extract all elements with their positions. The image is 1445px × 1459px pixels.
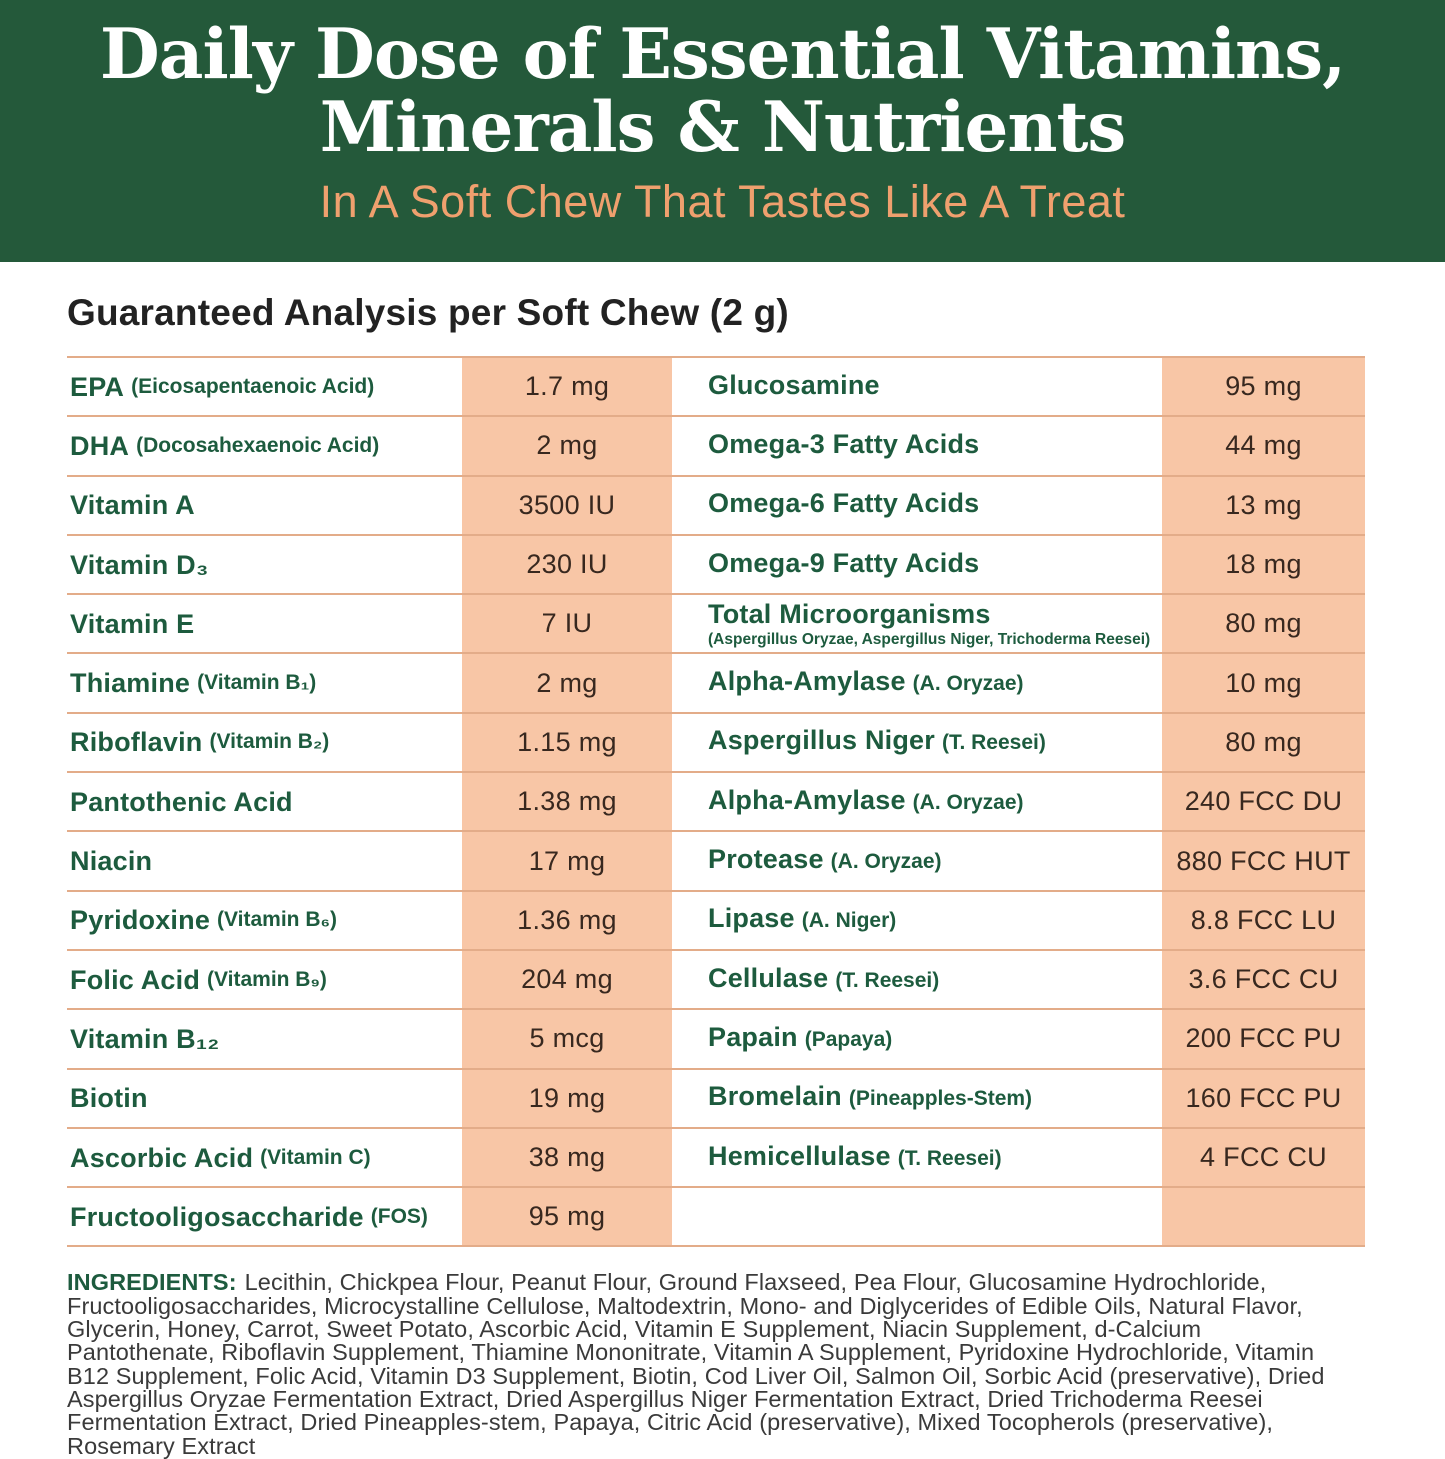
page-title-line1: Daily Dose of Essential Vitamins,: [99, 14, 1346, 95]
nutrient-name: Omega-6 Fatty Acids: [708, 488, 980, 519]
nutrient-value: 38 mg: [528, 1142, 606, 1172]
nutrient-name-cell: [672, 654, 1162, 711]
nutrient-value-cell: [1162, 832, 1365, 889]
nutrient-value-cell: [462, 1129, 672, 1186]
nutrient-value-cell: [462, 1070, 672, 1127]
nutrient-value: 1.36 mg: [517, 904, 617, 935]
nutrient-value-cell: [1162, 654, 1365, 711]
nutrient-name: Lipase: [708, 903, 795, 934]
nutrient-name-detail: (Vitamin B₆): [217, 908, 338, 932]
nutrient-name: Alpha-Amylase: [708, 784, 906, 815]
header-banner: [0, 0, 1445, 262]
nutrient-name-detail: (FOS): [370, 1204, 428, 1228]
nutrient-value: 19 mg: [528, 1082, 606, 1113]
nutrient-name-cell: [672, 417, 1162, 474]
nutrient-value: 95 mg: [528, 1201, 606, 1232]
analysis-heading: Guaranteed Analysis per Soft Chew (2 g): [67, 292, 789, 333]
table-row: [67, 712, 1365, 771]
nutrient-name-detail: (Vitamin B₁): [197, 671, 317, 695]
nutrient-name-cell: [672, 536, 1162, 593]
nutrient-name-cell: [67, 773, 462, 830]
nutrient-note: (Aspergillus Oryzae, Aspergillus Niger, Trichoderma Reesei): [708, 630, 1151, 648]
nutrient-value: 18 mg: [1225, 549, 1302, 580]
nutrient-name: Biotin: [70, 1083, 148, 1114]
table-row: [67, 1068, 1365, 1127]
nutrient-value: 10 mg: [1225, 667, 1302, 698]
nutrient-name: Fructooligosaccharide: [70, 1201, 364, 1232]
nutrient-value: 230 IU: [526, 549, 608, 580]
nutrient-name: EPA: [70, 371, 125, 402]
table-row: [67, 593, 1365, 652]
nutrient-name-detail: (T. Reesei): [897, 1146, 1002, 1170]
nutrient-name-cell: [67, 654, 462, 711]
nutrient-name-cell: [672, 951, 1162, 1008]
nutrient-value-cell: [1162, 1129, 1365, 1186]
nutrient-value-cell: [462, 773, 672, 830]
nutrient-name-detail: (Pineapples-Stem): [848, 1087, 1033, 1111]
nutrient-value: 204 mg: [521, 964, 613, 995]
nutrient-name: Pyridoxine: [70, 905, 211, 936]
nutrient-name-cell: [672, 1188, 1162, 1245]
nutrient-value-cell: [1162, 1010, 1365, 1067]
nutrient-value-cell: [462, 654, 672, 711]
nutrient-name: Protease: [708, 844, 824, 875]
nutrient-value-cell: [462, 892, 672, 949]
nutrient-value-cell: [462, 477, 672, 534]
nutrient-value: 880 FCC HUT: [1176, 845, 1351, 876]
nutrient-name: Bromelain: [708, 1081, 842, 1112]
ingredients-block: [67, 1271, 1339, 1457]
nutrient-value-cell: [1162, 951, 1365, 1008]
nutrient-name-detail: (A. Oryzae): [912, 672, 1024, 696]
nutrient-name: Vitamin A: [70, 490, 195, 521]
nutrient-name-cell: [672, 892, 1162, 949]
nutrient-name-detail: (Vitamin B₂): [209, 730, 330, 754]
nutrient-value: 1.38 mg: [517, 786, 617, 817]
nutrient-value: 1.15 mg: [517, 726, 617, 757]
nutrient-name-cell: [672, 832, 1162, 889]
nutrient-name: Ascorbic Acid: [70, 1142, 254, 1173]
nutrient-name-cell: [67, 1188, 462, 1245]
table-row: [67, 534, 1365, 593]
nutrient-value-cell: [462, 536, 672, 593]
nutrient-name: Hemicellulase: [708, 1140, 891, 1171]
nutrient-value-cell: [462, 1188, 672, 1245]
nutrient-value-cell: [1162, 892, 1365, 949]
nutrient-value-cell: [462, 417, 672, 474]
nutrient-name: Pantothenic Acid: [70, 786, 293, 817]
nutrient-name-cell: [672, 714, 1162, 771]
nutrient-name-cell: [67, 417, 462, 474]
nutrient-name-cell: [672, 773, 1162, 830]
nutrient-value-cell: [1162, 595, 1365, 652]
nutrient-value-cell: [1162, 358, 1365, 415]
nutrient-value: 8.8 FCC LU: [1190, 904, 1337, 935]
nutrient-name-cell: [67, 832, 462, 889]
page-title-line2: Minerals & Nutrients: [319, 87, 1126, 169]
nutrient-name-detail: (A. Niger): [801, 909, 897, 933]
ingredients-label: INGREDIENTS:: [67, 1269, 237, 1296]
ingredients-text: Lecithin, Chickpea Flour, Peanut Flour, Ground Flaxseed, Pea Flour, Glucosamine Hydrochloride, Fructooligosaccharides, Microcystalline Cellulose, Maltodextrin, Mono- and Diglycerides of Edible Oils, Natural Flavor, Glycerin, Honey, Carrot, Sweet Potato, Ascorbic Acid, Vitamin E Supplement, Niacin Supplement, d-Calcium Pantothenate, Riboflavin Supplement, Thiamine Mononitrate, Vitamin A Supplement, Pyridoxine Hydrochloride, Vitamin B12 Supplement, Folic Acid, Vitamin D3 Supplement, Biotin, Cod Liver Oil, Salmon Oil, Sorbic Acid (preservative), Dried Aspergillus Oryzae Fermentation Extract, Dried Aspergillus Niger Fermentation Extract, Dried Trichoderma Reesei Fermentation Extract, Dried Pineapples-stem, Papaya, Citric Acid (preservative), Mixed Tocopherols (preservative), Rosemary Extract: [67, 1269, 1325, 1459]
nutrient-value: 3.6 FCC CU: [1188, 964, 1339, 995]
analysis-table: [67, 356, 1365, 1247]
nutrient-name-detail: (Eicosapentaenoic Acid): [131, 374, 375, 398]
nutrient-name-cell: [67, 595, 462, 652]
nutrient-value: 200 FCC PU: [1185, 1023, 1342, 1054]
table-row: [67, 356, 1365, 415]
nutrient-name: Aspergillus Niger: [708, 725, 935, 756]
nutrient-value: 2 mg: [536, 667, 598, 698]
nutrient-name: Papain: [708, 1021, 798, 1052]
nutrient-name-detail: (T. Reesei): [941, 731, 1046, 755]
nutrient-value: 80 mg: [1225, 726, 1302, 757]
nutrient-name-cell: [67, 536, 462, 593]
nutrient-name: Folic Acid: [70, 964, 201, 995]
nutrient-name: Cellulase: [708, 962, 829, 993]
nutrient-value: 5 mcg: [529, 1023, 605, 1054]
nutrient-value-cell: [1162, 417, 1365, 474]
nutrient-value-cell: [1162, 714, 1365, 771]
nutrient-name: Thiamine: [70, 668, 191, 699]
nutrient-name-detail: (Papaya): [804, 1027, 893, 1051]
table-row: [67, 1127, 1365, 1186]
nutrient-name: Alpha-Amylase: [708, 666, 906, 697]
nutrient-name-cell: [67, 477, 462, 534]
nutrient-value-cell: [1162, 1188, 1365, 1245]
nutrient-name-cell: [67, 358, 462, 415]
nutrient-name-cell: [67, 1070, 462, 1127]
table-row: [67, 949, 1365, 1008]
nutrient-name-cell: [67, 714, 462, 771]
nutrient-name: Niacin: [70, 846, 153, 877]
nutrient-value-cell: [462, 1010, 672, 1067]
nutrient-name: DHA: [70, 430, 130, 461]
nutrient-name: Omega-9 Fatty Acids: [708, 547, 980, 578]
table-row: [67, 890, 1365, 949]
table-row: [67, 771, 1365, 830]
nutrient-name-cell: [672, 477, 1162, 534]
table-row: [67, 652, 1365, 711]
nutrient-name-cell: [67, 892, 462, 949]
nutrient-value: 2 mg: [536, 430, 598, 461]
nutrient-value-cell: [1162, 477, 1365, 534]
nutrient-value: 4 FCC CU: [1200, 1142, 1327, 1172]
nutrient-name: Riboflavin: [70, 727, 203, 758]
nutrient-name-cell: [672, 358, 1162, 415]
nutrient-name: Vitamin B₁₂: [70, 1023, 220, 1054]
nutrient-value-cell: [462, 832, 672, 889]
nutrient-name-detail: (Vitamin B₉): [207, 967, 327, 991]
nutrient-value: 7 IU: [541, 608, 593, 639]
nutrient-name-detail: (Vitamin C): [260, 1145, 371, 1169]
nutrient-value: 13 mg: [1225, 489, 1302, 520]
table-row: [67, 475, 1365, 534]
nutrient-value: 160 FCC PU: [1185, 1082, 1342, 1113]
nutrient-name: Total Microorganisms: [708, 598, 991, 629]
nutrient-value-cell: [462, 714, 672, 771]
page-subtitle: In A Soft Chew That Tastes Like A Treat: [319, 176, 1126, 228]
nutrient-name: Omega-3 Fatty Acids: [708, 428, 980, 459]
nutrient-name-cell: [67, 1129, 462, 1186]
table-row: [67, 415, 1365, 474]
nutrient-value: 95 mg: [1225, 371, 1302, 402]
nutrient-name: Glucosamine: [708, 369, 880, 400]
nutrient-value-cell: [1162, 536, 1365, 593]
nutrient-value-cell: [1162, 1070, 1365, 1127]
nutrient-value-cell: [462, 951, 672, 1008]
nutrient-value: 1.7 mg: [524, 371, 610, 402]
table-row: [67, 1008, 1365, 1067]
nutrient-name-detail: (T. Reesei): [835, 968, 940, 992]
nutrient-value-cell: [1162, 773, 1365, 830]
nutrient-name: Vitamin E: [70, 608, 195, 639]
nutrient-value: 17 mg: [528, 845, 606, 876]
nutrient-name-cell: [672, 1129, 1162, 1186]
nutrient-value: 80 mg: [1225, 608, 1302, 639]
nutrient-name-cell: [67, 1010, 462, 1067]
table-row: [67, 830, 1365, 889]
nutrient-value: 44 mg: [1225, 430, 1302, 461]
table-row: [67, 1186, 1365, 1245]
nutrient-name: Vitamin D₃: [70, 549, 209, 580]
nutrient-name-cell: [672, 595, 1162, 652]
nutrient-value: 3500 IU: [518, 489, 616, 520]
nutrient-name-detail: (A. Oryzae): [830, 850, 942, 874]
nutrient-name-cell: [672, 1010, 1162, 1067]
nutrient-value-cell: [462, 595, 672, 652]
page-title: [0, 14, 1445, 169]
nutrient-name-cell: [672, 1070, 1162, 1127]
nutrient-name-cell: [67, 951, 462, 1008]
nutrient-value-cell: [462, 358, 672, 415]
nutrient-name-detail: (A. Oryzae): [912, 790, 1024, 814]
nutrient-name-detail: (Docosahexaenoic Acid): [136, 433, 380, 457]
nutrient-value: 240 FCC DU: [1184, 786, 1343, 817]
